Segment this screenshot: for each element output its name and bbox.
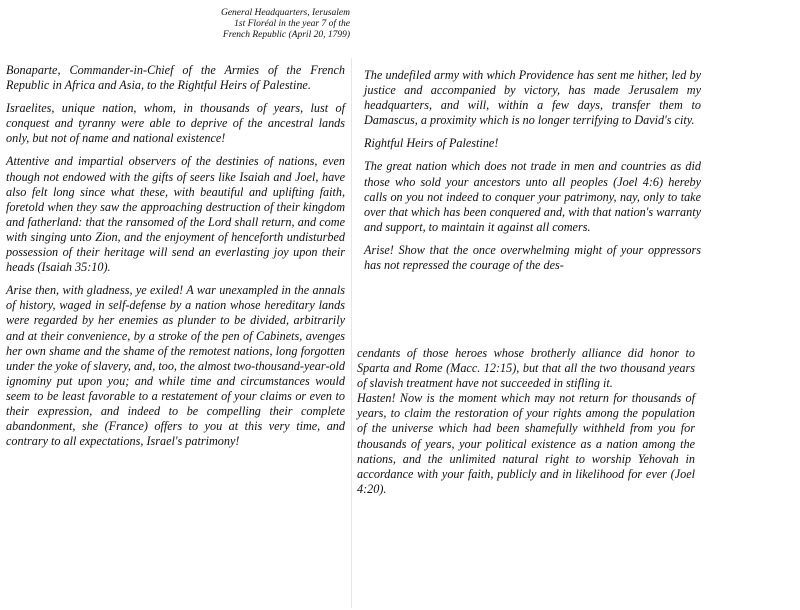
dateline-line-3: French Republic (April 20, 1799) [222, 30, 350, 40]
salutation-paragraph: Bonaparte, Commander-in-Chief of the Armies of the French Republic in Africa and Asia, to the Rightful Heirs of Palestine. [6, 63, 345, 93]
dateline-line-1: General Headquarters, Ierusalem [220, 8, 350, 18]
paragraph: cendants of those heroes whose brotherly alliance did honor to Sparta and Rome (Macc. 12:15), but that all the two thousand years of slavish treatment have not succeeded in stifling it. [357, 346, 695, 391]
dateline-line-2: 1st Floréal in the year 7 of the [234, 19, 350, 29]
paragraph: Hasten! Now is the moment which may not return for thousands of years, to claim the restoration of your rights among the population of the universe which had been shamefully withheld from you for thousands of years, your political existence as a nation among the nations, and the unlimited natural right to worship Yehovah in accordance with your faith, publicly and in likelihood for ever (Joel 4:20). [357, 391, 695, 496]
left-column [6, 63, 345, 449]
subheading: Rightful Heirs of Palestine! [364, 136, 499, 151]
paragraph: The great nation which does not trade in men and countries as did those who sold your ancestors unto all peoples (Joel 4:6) hereby calls on you not indeed to conquer your patrimony, nay, only to take over that which has been conquered and, with that nation's warranty and support, to maintain it against all comers. [364, 159, 701, 234]
paragraph: Israelites, unique nation, whom, in thousands of years, lust of conquest and tyranny were able to deprive of the ancestral lands only, but not of name and national existence! [6, 101, 345, 146]
column-divider [351, 58, 352, 608]
paragraph: Attentive and impartial observers of the destinies of nations, even though not endowed with the gifts of seers like Isaiah and Joel, have also felt long since what these, with beautiful and uplifting faith, foretold when they saw the approaching destruction of their kingdom and fatherland: that the ransomed of the Lord shall return, and come with singing unto Zion, and the enjoyment of henceforth undisturbed possession of their heritage will send an everlasting joy upon their heads (Isaiah 35:10). [6, 154, 345, 275]
paragraph: Arise! Show that the once overwhelming might of your oppressors has not repressed the courage of the des- [364, 242, 701, 273]
right-column-bottom [357, 346, 695, 497]
paragraph: Arise then, with gladness, ye exiled! A war unexampled in the annals of history, waged in self-defense by a nation whose hereditary lands were regarded by her enemies as plunder to be divided, arbitrarily and at their convenience, by a stroke of the pen of Cabinets, avenges her own shame and the shame of the remotest nations, long forgotten under the yoke of slavery, and, too, the almost two-thousand-year-old ignominy put upon you; and while time and circumstances would seem to be least favorable to a restatement of your claims or even to their expression, and indeed to be compelling their complete abandonment, she (France) offers to you at this very time, and contrary to all expectations, Israel's patrimony! [6, 283, 345, 449]
paragraph: The undefiled army with which Providence has sent me hither, led by justice and accompanied by victory, has made Jerusalem my headquarters, and will, within a few days, transfer them to Damascus, a proximity which is no longer terrifying to David's city. [364, 68, 701, 128]
right-column-top [364, 68, 701, 273]
dateline [150, 8, 350, 41]
page-margin [720, 0, 800, 610]
